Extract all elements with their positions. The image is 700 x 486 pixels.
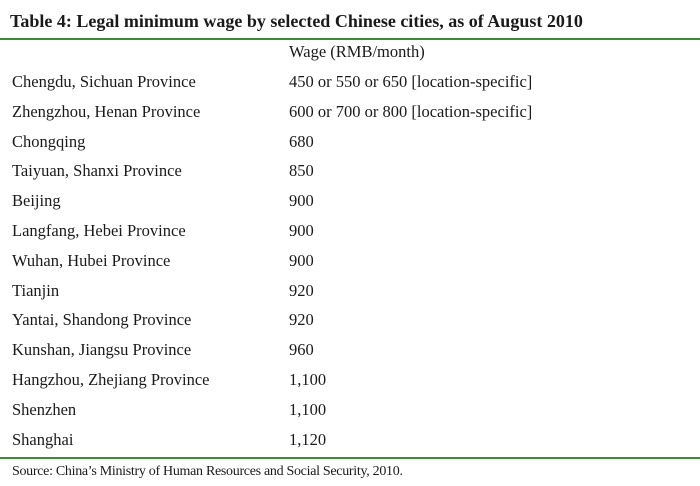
top-rule: [0, 38, 700, 40]
bottom-rule: [0, 457, 700, 459]
source-note: Source: China’s Ministry of Human Resources and Social Security, 2010.: [12, 464, 403, 479]
wage-cell: 450 or 550 or 650 [location-specific]: [289, 72, 533, 91]
wage-cell: 1,100: [289, 399, 327, 419]
table-row: [0, 366, 700, 396]
wage-cell: 900: [289, 250, 314, 270]
table-row: [0, 98, 700, 128]
city-cell: Zhengzhou, Henan Province: [12, 101, 201, 121]
city-cell: Wuhan, Hubei Province: [12, 250, 171, 270]
wage-cell: 920: [289, 280, 314, 300]
wage-cell: 1,100: [289, 369, 327, 389]
wage-cell: 600 or 700 or 800 [location-specific]: [289, 101, 533, 121]
wage-cell: 900: [289, 191, 314, 211]
wage-cell: 960: [289, 340, 314, 360]
wage-cell: 680: [289, 131, 314, 151]
city-cell: Chengdu, Sichuan Province: [12, 72, 196, 91]
wage-cell: 850: [289, 161, 314, 181]
table-row: [0, 277, 700, 307]
wage-cell: 900: [289, 220, 314, 240]
city-cell: Shanghai: [12, 429, 74, 449]
table-row: [0, 187, 700, 217]
city-cell: Tianjin: [12, 280, 60, 300]
city-cell: Kunshan, Jiangsu Province: [12, 340, 192, 360]
city-cell: Taiyuan, Shanxi Province: [12, 161, 182, 181]
city-cell: Langfang, Hebei Province: [12, 220, 186, 240]
table-title: Table 4: Legal minimum wage by selected Chinese cities, as of August 2010: [10, 11, 583, 31]
table-row: [0, 336, 700, 366]
city-cell: Hangzhou, Zhejiang Province: [12, 369, 210, 389]
table-row: [0, 306, 700, 336]
table-row: [0, 426, 700, 456]
table-row: [0, 128, 700, 158]
wage-cell: 920: [289, 310, 314, 330]
table-row: [0, 217, 700, 247]
table-row: [0, 396, 700, 426]
city-cell: Shenzhen: [12, 399, 77, 419]
table-row: [0, 68, 700, 98]
wage-cell: 1,120: [289, 429, 327, 449]
table-body: [0, 68, 700, 455]
table-row: [0, 247, 700, 277]
table-row: [0, 157, 700, 187]
wage-column-header: Wage (RMB/month): [289, 42, 425, 61]
city-cell: Yantai, Shandong Province: [12, 310, 192, 330]
city-cell: Chongqing: [12, 131, 86, 151]
city-cell: Beijing: [12, 191, 61, 211]
